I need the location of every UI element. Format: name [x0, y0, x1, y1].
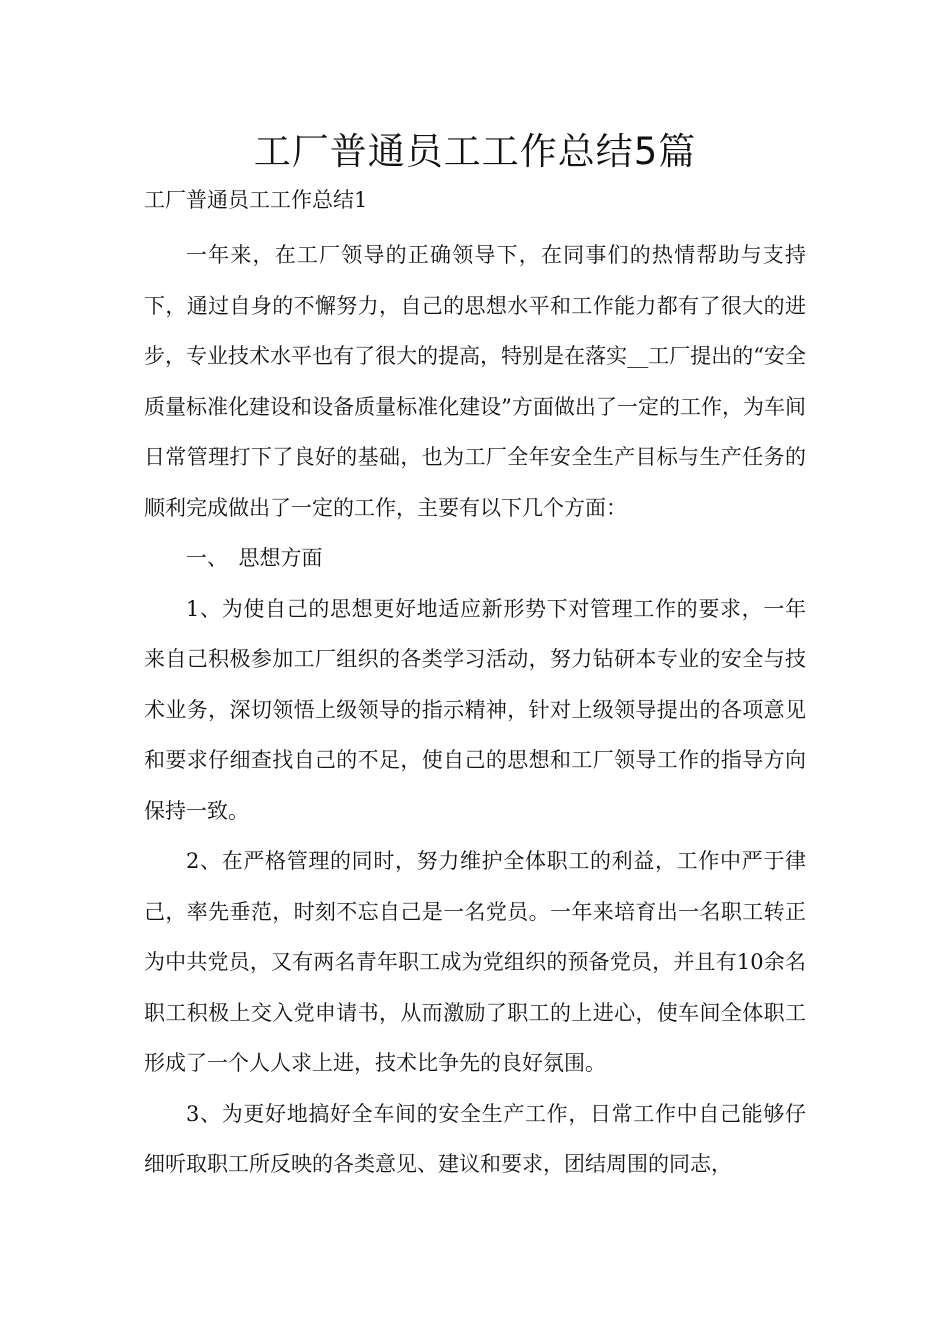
paragraph-intro: 一年来，在工厂领导的正确领导下，在同事们的热情帮助与支持下，通过自身的不懈努力，自己的思想水平和工作能力都有了很大的进步，专业技术水平也有了很大的提高，特别是在落实__工厂提出的“安全质量标准化建设和设备质量标准化建设”方面做出了一定的工作，为车间日常管理打下了良好的基础，也为工厂全年安全生产目标与生产任务的顺利完成做出了一定的工作，主要有以下几个方面： — [144, 243, 806, 520]
document-title: 工厂普通员工工作总结5篇 — [253, 130, 697, 173]
document-body — [144, 230, 806, 1190]
paragraph-item-3: 3、为更好地搞好全车间的安全生产工作，日常工作中自己能够仔细听取职工所反映的各类意见、建议和要求，团结周围的同志， — [144, 1101, 806, 1176]
paragraph-item-2: 2、在严格管理的同时，努力维护全体职工的利益，工作中严于律己，率先垂范，时刻不忘自己是一名党员。一年来培育出一名职工转正为中共党员，又有两名青年职工成为党组织的预备党员，并且有10余名职工积极上交入党申请书，从而激励了职工的上进心，使车间全体职工形成了一个人人求上进，技术比争先的良好氛围。 — [144, 849, 806, 1075]
section-heading-thought: 一、 思想方面 — [186, 546, 323, 570]
document-subtitle: 工厂普通员工工作总结1 — [144, 188, 368, 212]
paragraph-item-1: 1、为使自己的思想更好地适应新形势下对管理工作的要求，一年来自己积极参加工厂组织的各类学习活动，努力钻研本专业的安全与技术业务，深切领悟上级领导的指示精神，针对上级领导提出的各项意见和要求仔细查找自己的不足，使自己的思想和工厂领导工作的指导方向保持一致。 — [144, 596, 806, 823]
